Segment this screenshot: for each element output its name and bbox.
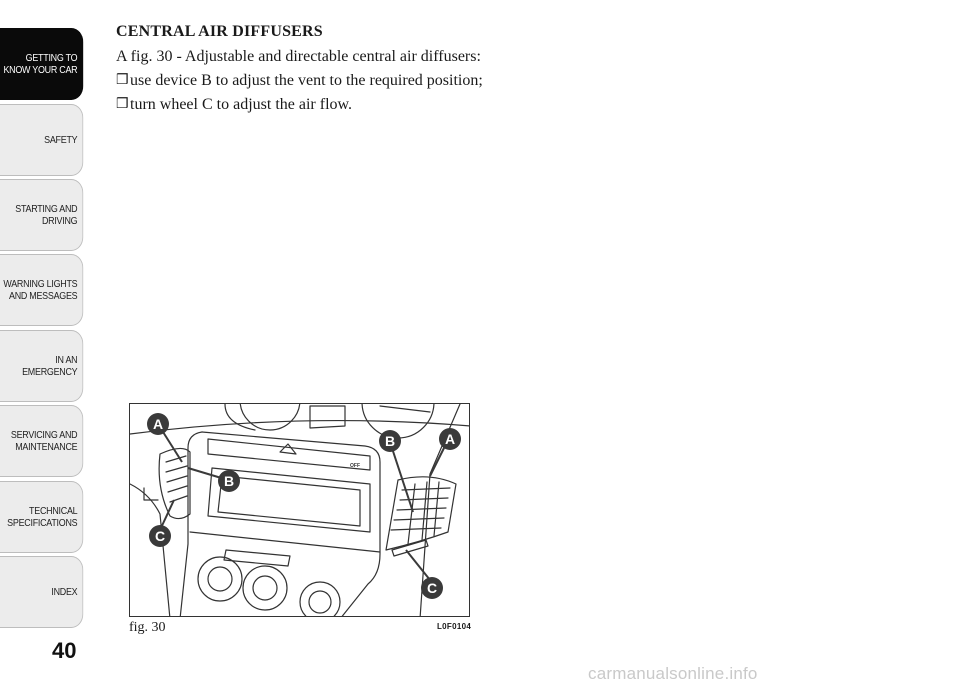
main-content [116, 22, 496, 115]
section-heading: CENTRAL AIR DIFFUSERS [116, 23, 323, 40]
figure-caption: fig. 30 [129, 620, 166, 635]
checkbox-bullet-icon: ❒ [116, 97, 129, 112]
checkbox-bullet-icon: ❒ [116, 73, 129, 88]
tab-technical-specifications[interactable]: TECHNICAL SPECIFICATIONS [0, 481, 83, 553]
intro-paragraph: A fig. 30 - Adjustable and directable central air diffusers: [116, 48, 481, 65]
list-item [116, 71, 496, 91]
tab-safety[interactable]: SAFETY [0, 104, 83, 176]
callout-b-right-label: B [384, 433, 396, 449]
bullet-text: use device B to adjust the vent to the required position; [130, 72, 483, 89]
callout-a-right-label: A [444, 431, 456, 447]
figure-code: L0F0104 [437, 622, 472, 631]
bullet-text: turn wheel C to adjust the air flow. [130, 96, 353, 113]
tab-index[interactable]: INDEX [0, 556, 83, 628]
page-number: 40 [52, 638, 77, 663]
callout-c-right-label: C [426, 580, 438, 596]
tab-starting-and-driving[interactable]: STARTING AND DRIVING [0, 179, 83, 251]
callout-b-left-label: B [223, 473, 235, 489]
tab-getting-to-know-your-car[interactable]: GETTING TO KNOW YOUR CAR [0, 28, 83, 100]
tab-servicing-and-maintenance[interactable]: SERVICING AND MAINTENANCE [0, 405, 83, 477]
callout-a-left-label: A [152, 416, 164, 432]
list-item [116, 95, 496, 115]
dashboard-drawing [130, 404, 470, 617]
callout-c-left-label: C [154, 528, 166, 544]
panel-off-text: OFF [350, 463, 360, 469]
tab-warning-lights[interactable]: WARNING LIGHTS AND MESSAGES [0, 254, 83, 326]
tab-in-an-emergency[interactable]: IN AN EMERGENCY [0, 330, 83, 402]
watermark: carmanualsonline.info [588, 664, 758, 683]
figure-dashboard-illustration [129, 403, 470, 617]
